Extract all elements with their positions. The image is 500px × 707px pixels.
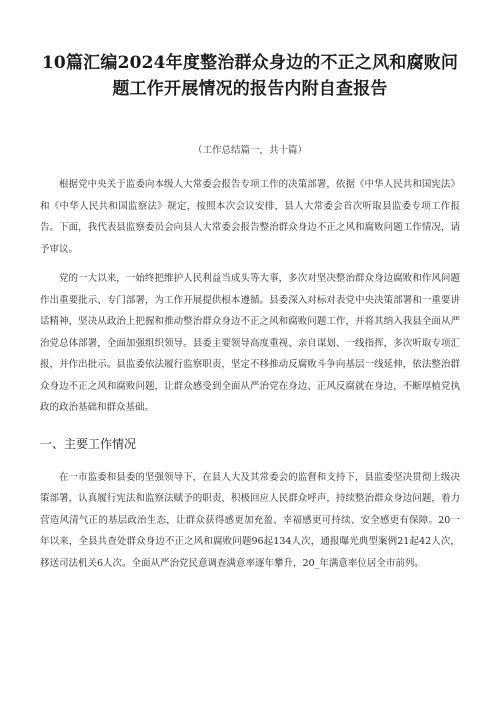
document-title	[40, 50, 460, 102]
paragraph-work-summary: 在一市监委和县委的坚强领导下，在县人大及其常委会的监督和支持下，县监委坚决贯彻上级决策部署，认真履行宪法和监察法赋予的职责，积极回应人民群众呼声，持续整治群众身边问题，着力营造风清气正的基层政治生态，让群众获得感更加充盈、幸福感更可持续、安全感更有保障。20一年以来，全县共查处群众身边不正之风和腐败问题96起134人次，通报曝光典型案例21起42人次，移送司法机关6人次。全面从严治党民意调查满意率逐年攀升，20_年满意率位居全市前列。	[40, 471, 460, 569]
section-heading-main-work: 一、主要工作情况	[40, 436, 137, 451]
paragraph-intro: 根据党中央关于监委向本级人大常委会报告专项工作的决策部署，依据《中华人民共和国宪法》和《中华人民共和国监察法》规定，按照本次会议安排，县人大常委会首次听取县监委专项工作报告。下面，我代表县监察委员会向县人大常委会报告整治群众身边不正之风和腐败问题工作情况，请予审议。	[40, 179, 460, 255]
document-title-line-1: 10篇汇编2024年度整治群众身边的不正之风和腐败问	[41, 53, 459, 73]
paragraph-background: 党的一大以来，一始终把维护人民利益当成头等大事，多次对坚决整治群众身边腐败和作风问题作出重要批示、专门部署，为工作开展提供根本遵循。县委深入对标对表党中央决策部署和一重要讲话精神，坚决从政治上把握和推动整治群众身边不正之风和腐败问题工作，并将其纳入我县全面从严治党总体部署，全面加强组织领导。县委主要领导高度重视、亲自谋划、一线指挥，多次听取专项汇报，并作出批示。县监委依法履行监察职责，坚定不移推动反腐败斗争向基层一线延伸，依法整治群众身边不正之风和腐败问题，让群众感受到全面从严治党在身边、正风反腐就在身边，不断厚植党执政的政治基础和群众基础。	[40, 273, 460, 413]
document-subtitle: （工作总结篇一，共十篇）	[192, 145, 307, 156]
document-title-line-2: 题工作开展情况的报告内附自查报告	[112, 79, 388, 99]
